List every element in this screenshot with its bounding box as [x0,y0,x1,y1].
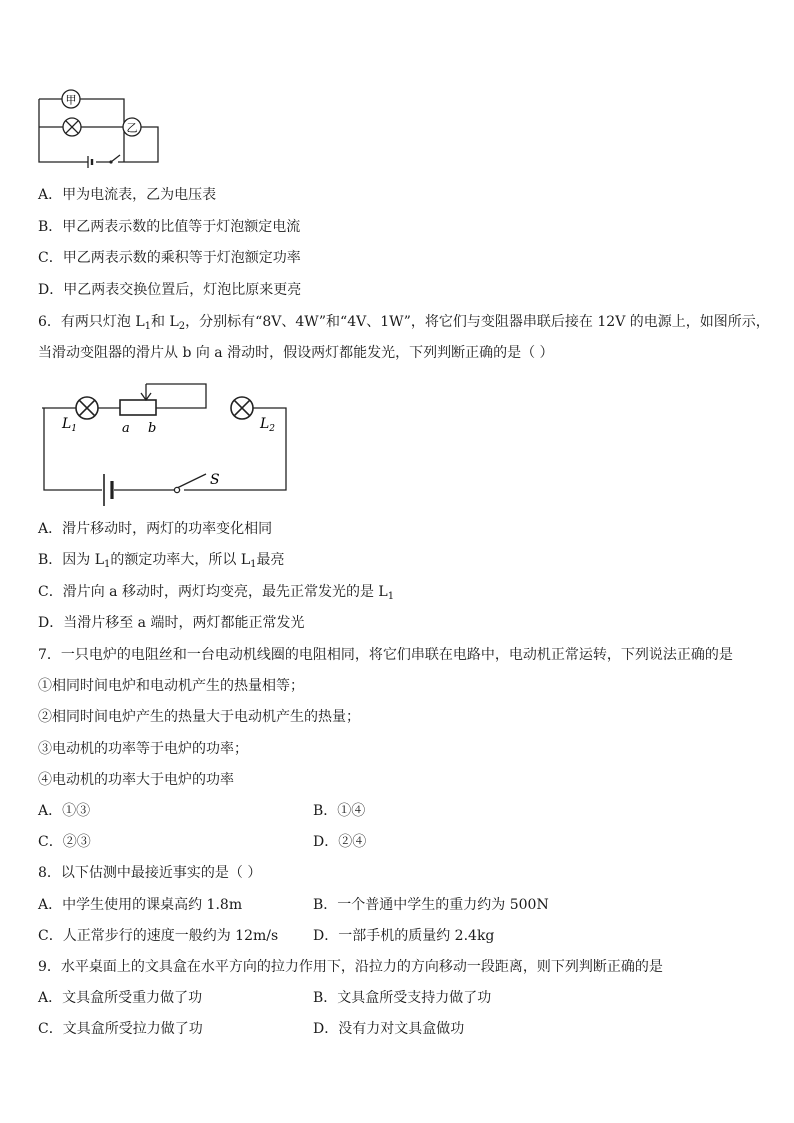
lamp-l1-icon [76,397,98,419]
q8-option-c: C．人正常步行的速度一般约为 12m/s [38,928,279,944]
q9-option-a: A．文具盒所受重力做了功 [38,990,203,1006]
label-b: b [148,421,157,436]
q7-item-4: ④电动机的功率大于电炉的功率 [38,772,234,788]
q7-option-c: C．②③ [38,834,91,850]
q5-option-b: B．甲乙两表示数的比值等于灯泡额定电流 [38,219,301,235]
q6-option-d: D．当滑片移至 a 端时，两灯都能正常发光 [38,615,305,631]
battery-icon [88,156,92,168]
q9-stem: 9．水平桌面上的文具盒在水平方向的拉力作用下，沿拉力的方向移动一段距离，则下列判断正确的是 [38,959,663,975]
q8-option-d: D．一部手机的质量约 2.4kg [313,928,495,944]
q7-stem: 7．一只电炉的电阻丝和一台电动机线圈的电阻相同，将它们串联在电路中，电动机正常运转，下列说法正确的是 [38,647,733,663]
q7-option-b: B．①④ [313,803,366,819]
q5-option-d: D．甲乙两表交换位置后，灯泡比原来更亮 [38,282,302,298]
q6-option-a: A．滑片移动时，两灯的功率变化相同 [38,521,273,537]
circuit-diagram-rheostat [36,364,296,510]
q6-stem-line1: 6．有两只灯泡 $L_1$和 $L_2$，分别标有“8V、4W”和“4V、1W”，将它们与变阻器串联后接在 12V 的电源上，如图所示， [38,314,770,332]
q9-option-d: D．没有力对文具盒做功 [313,1021,465,1037]
q8-option-a: A．中学生使用的课桌高约 1.8m [38,897,243,913]
q7-item-1: ①相同时间电炉和电动机产生的热量相等； [38,678,304,694]
battery-icon [104,474,112,506]
q8-stem: 8．以下估测中最接近事实的是（ ） [38,865,262,881]
q8-option-b: B．一个普通中学生的重力约为 500N [313,897,549,913]
q5-option-c: C．甲乙两表示数的乘积等于灯泡额定功率 [38,250,301,266]
q7-item-3: ③电动机的功率等于电炉的功率； [38,741,248,757]
q6-option-c: C．滑片向 a 移动时，两灯均变亮，最先正常发光的是 $L_1$ [38,584,395,602]
meter-jia-label: 甲 [65,93,77,107]
q7-option-d: D．②④ [313,834,367,850]
circuit-diagram-meters [30,82,170,170]
lamp-icon [63,118,81,136]
q5-option-a: A．甲为电流表，乙为电压表 [38,187,217,203]
rheostat-icon [120,400,156,415]
q9-option-c: C．文具盒所受拉力做了功 [38,1021,203,1037]
lamp-l2-icon [231,397,253,419]
label-s: S [210,472,220,488]
meter-yi-label: 乙 [126,121,138,135]
q6-stem-line2: 当滑动变阻器的滑片从 b 向 a 滑动时，假设两灯都能发光，下列判断正确的是（ ） [38,345,554,361]
label-a: a [122,421,130,436]
label-l2: $L_2$ [260,416,276,434]
switch-s-icon [174,487,179,492]
q7-option-a: A．①③ [38,803,91,819]
q7-item-2: ②相同时间电炉产生的热量大于电动机产生的热量； [38,709,360,725]
q9-option-b: B．文具盒所受支持力做了功 [313,990,492,1006]
q6-option-b: B．因为 $L_1$的额定功率大，所以 $L_1$最亮 [38,552,285,570]
label-l1: $L_1$ [62,416,78,434]
